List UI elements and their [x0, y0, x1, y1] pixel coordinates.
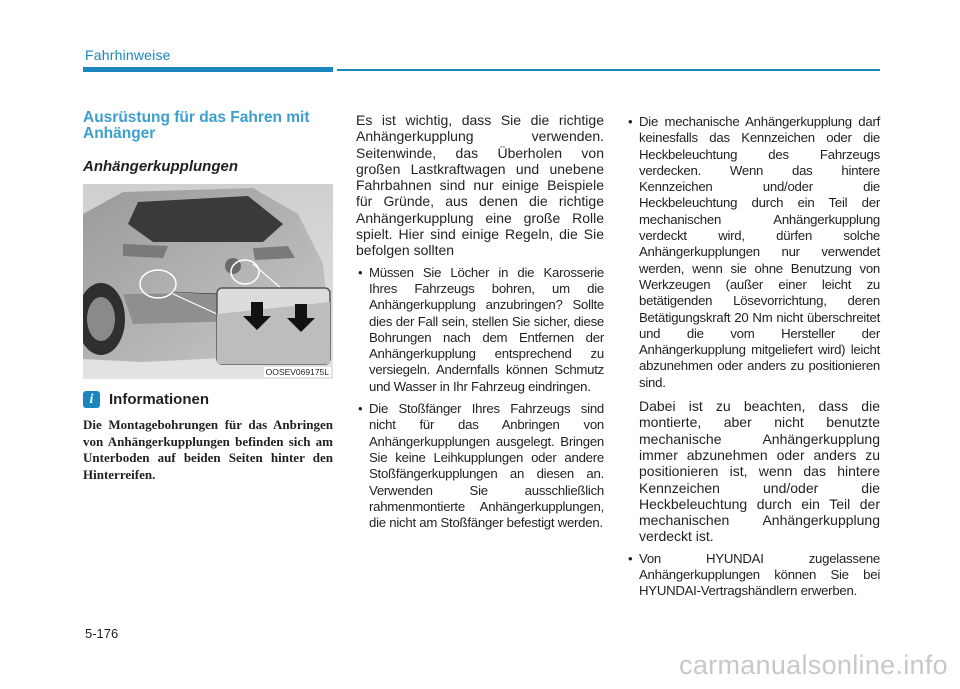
note-paragraph: Dabei ist zu beachten, dass die montierte, aber nicht benutzte mechanische Anhängerkupplung immer abzunehmen oder anders zu positionieren ist, wenn das hintere Kennzeichen und/oder die Heckbeleuchtung durch ein Teil der mechanischen Anhängerkupplung verdeckt ist. — [639, 398, 880, 545]
rule-list — [626, 551, 880, 600]
list-item-text: Die mechanische Anhängerkupplung darf keinesfalls das Kennzeichen oder die Heckbeleuchtung des Fahrzeugs verdecken. Wenn das hintere Kennzeichen und/oder die Heckbeleuchtung durch ein Teil der mechanischen Anhängerkupplung verdeckt wird, dürfen solche Anhängerkupplungen nur verwendet werden, wenn sie ohne Benutzung von Werkzeugen (außer einer leicht zu betätigenden Lösevorrichtung, deren Betätigungskraft 20 Nm nicht überschreitet und die vom Hersteller der Anhängerkupplung mitgeliefert wird) leicht abzunehmen oder anders zu positionieren sind. — [639, 114, 880, 390]
rule-list — [356, 265, 604, 532]
list-item: • Müssen Sie Löcher in die Karosserie Ihres Fahrzeugs bohren, um die Anhängerkupplung anzubringen? Sollte dies der Fall sein, stellen Sie sicher, diese Bohrungen nach dem Entfernen der Anhängerkupplung entsprechend zu versiegeln. Andernfalls können Schmutz und Wasser in Ihr Fahrzeug eindringen. — [358, 264, 604, 394]
info-label: Informationen — [109, 391, 209, 408]
list-item: • Die mechanische Anhängerkupplung darf keinesfalls das Kennzeichen oder die Heckbeleuchtung des Fahrzeugs verdecken. Wenn das hintere Kennzeichen und/oder die Heckbeleuchtung durch ein Teil der mechanischen Anhängerkupplung verdeckt wird, dürfen solche Anhängerkupplungen nur verwendet werden, wenn sie ohne Benutzung von Werkzeugen (außer einer leicht zu betätigenden Lösevorrichtung, deren Betätigungskraft 20 Nm nicht überschreitet und die vom Hersteller der Anhängerkupplung mitgeliefert wird) leicht abzunehmen oder anders zu positionieren sind. — [628, 114, 880, 390]
list-item-text: Müssen Sie Löcher in die Karosserie Ihres Fahrzeugs bohren, um die Anhängerkupplung anzubringen? Sollte dies der Fall sein, stellen Sie sicher, diese Bohrungen nach dem Entfernen der Anhängerkupplung entsprechend zu versiegeln. Andernfalls können Schmutz und Wasser in Ihr Fahrzeug eindringen. — [369, 264, 604, 394]
rule-list — [626, 114, 880, 391]
info-text: Die Montagebohrungen für das Anbringen von Anhängerkupplungen befinden sich am Unterboden auf beiden Seiten hinter den Hinterreifen. — [83, 417, 333, 482]
list-item: • Die Stoßfänger Ihres Fahrzeugs sind nicht für das Anbringen von Anhängerkupplungen ausgelegt. Bringen Sie keine Leihkupplungen oder andere Stoßfängerkupplungen an diesen an. Verwenden Sie ausschließlich rahmenmontierte Anhängerkupplungen, die nicht am Stoßfänger befestigt werden. — [358, 401, 604, 531]
intro-paragraph: Es ist wichtig, dass Sie die richtige Anhängerkupplung verwenden. Seitenwinde, das Überholen von großen Lastkraftwagen und unebene Fahrbahnen sind nur einige Beispiele für Gründe, aus denen die richtige Anhängerkupplung eine große Rolle spielt. Hier sind einige Regeln, die Sie befolgen sollten — [356, 112, 604, 259]
section-title: Ausrüstung für das Fahren mit Anhänger — [83, 109, 310, 142]
list-item-text: Von HYUNDAI zugelassene Anhängerkupplungen können Sie bei HYUNDAI-Vertragshändlern erwerben. — [639, 550, 880, 599]
header-rule-light — [337, 69, 880, 71]
list-item: • Von HYUNDAI zugelassene Anhängerkupplungen können Sie bei HYUNDAI-Vertragshändlern erwerben. — [628, 550, 880, 599]
watermark: carmanualsonline.info — [679, 650, 948, 680]
car-rear-illustration — [83, 184, 333, 379]
header-title: Fahrhinweise — [85, 47, 171, 63]
header-rule-dark — [83, 67, 333, 72]
sub-title: Anhängerkupplungen — [83, 158, 238, 175]
right-column — [626, 114, 880, 606]
figure-caption: OOSEV069175L — [265, 367, 329, 377]
info-header — [83, 391, 333, 408]
hitch-figure — [83, 184, 333, 379]
middle-column — [356, 112, 604, 537]
list-item-text: Die Stoßfänger Ihres Fahrzeugs sind nicht für das Anbringen von Anhängerkupplungen ausgelegt. Bringen Sie keine Leihkupplungen oder andere Stoßfängerkupplungen an diesen an. Verwenden Sie ausschließlich rahmenmontierte Anhängerkupplungen, die nicht am Stoßfänger befestigt werden. — [369, 401, 604, 531]
left-column — [83, 110, 333, 483]
page-number: 5-176 — [85, 626, 119, 641]
info-icon: i — [83, 391, 100, 408]
